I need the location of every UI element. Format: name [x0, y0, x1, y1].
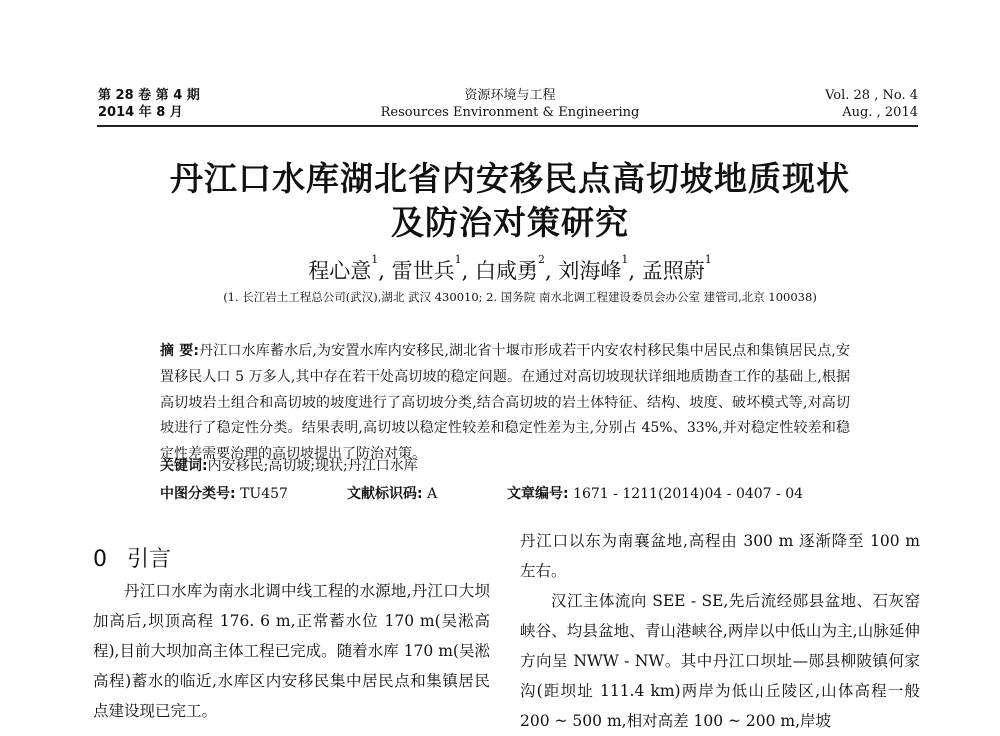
volume-issue-en: Vol. 28 , No. 4	[825, 88, 918, 103]
author: 程心意$^1$	[308, 253, 379, 283]
journal-name-cn: 资源环境与工程	[464, 88, 556, 103]
affiliation: (1. 长江岩土工程总公司(武汉),湖北 武汉 430010; 2. 国务院 南水北调工程建设委员会办公室 建管司,北京 100038)	[223, 290, 817, 304]
journal-volume	[98, 87, 200, 121]
publication-date: 2014 年 8 月	[98, 105, 183, 120]
section-heading	[93, 542, 171, 573]
author: 白咸勇$^2$	[475, 253, 545, 283]
clc-number	[160, 483, 288, 503]
abstract-text: 丹江口水库蓄水后,为安置水库内安移民,湖北省十堰市形成若干内安农村移民集中居民点和集镇居民点,安置移民人口 5 万多人,其中存在若干处高切坡的稳定问题。在通过对高切坡现状详细地质勘查工作的基础上,根据高切坡岩土组合和高切坡的坡度进行了高切坡分类,结合高切坡的岩土体特征、结构、坡度、破坏模式等,对高切坡进行了稳定性分类。结果表明,高切坡以稳定性较差和稳定性差为主,分别占 45%、33%,并对稳定性较差和稳定性差需要治理的高切坡提出了防治对策。	[160, 343, 850, 463]
article-number-value: 1671 - 1211(2014)04 - 0407 - 04	[573, 486, 804, 502]
right-column	[520, 526, 920, 736]
paper-title-line2: 及防治对策研究	[391, 203, 629, 242]
paragraph: 汉江主体流向 SEE - SE,先后流经郧县盆地、石灰窑峡谷、均县盆地、青山港峡谷,两岸以中低山为主,山脉延伸方向呈 NWW - NW。其中丹江口坝址—郧县柳陂镇何家沟(距坝址 111.4 km)两岸为低山丘陵区,山体高程一般 200 ~ 500 m,相对高差 100 ~ 200 m,岸坡	[520, 592, 920, 730]
author: 雷世兵$^1$	[391, 253, 462, 283]
author-list: 程心意$^1$, 雷世兵$^1$, 白咸勇$^2$, 刘海峰$^1$, 孟照蔚$^1$	[308, 253, 712, 283]
keywords-label: 关键词:	[160, 458, 208, 474]
doc-code-label: 文献标识码:	[347, 486, 423, 502]
keywords	[160, 455, 418, 475]
volume-issue: 第 28 卷 第 4 期	[98, 88, 200, 103]
doc-code-value: A	[427, 486, 438, 502]
journal-volume-en	[825, 87, 918, 121]
author: 刘海峰$^1$	[558, 253, 629, 283]
abstract-label: 摘 要:	[160, 343, 199, 359]
section-title: 引言	[127, 547, 172, 572]
paragraph: 丹江口以东为南襄盆地,高程由 300 m 逐渐降至 100 m 左右。	[520, 532, 920, 580]
author: 孟照蔚$^1$	[641, 253, 712, 283]
clc-value: TU457	[240, 486, 288, 502]
doc-code	[347, 483, 437, 503]
header-rule	[97, 125, 918, 127]
journal-name	[300, 87, 720, 121]
abstract	[160, 339, 850, 468]
left-column	[93, 576, 490, 726]
paragraph: 丹江口水库为南水北调中线工程的水源地,丹江口大坝加高后,坝顶高程 176. 6 m,正常蓄水位 170 m(吴淞高程),目前大坝加高主体工程已完成。随着水库 170 m(吴淞高程)蓄水的临近,水库区内安移民集中居民点和集镇居民点建设现已完工。	[93, 582, 490, 720]
article-number	[507, 483, 803, 503]
paper-title-line1: 丹江口水库湖北省内安移民点高切坡地质现状	[170, 159, 850, 198]
keywords-text: 内安移民;高切坡;现状;丹江口水库	[207, 458, 418, 474]
section-number: 0	[93, 547, 107, 572]
journal-name-en: Resources Environment & Engineering	[380, 105, 640, 120]
clc-label: 中图分类号:	[160, 486, 236, 502]
publication-date-en: Aug. , 2014	[842, 105, 918, 120]
article-number-label: 文章编号:	[507, 486, 569, 502]
